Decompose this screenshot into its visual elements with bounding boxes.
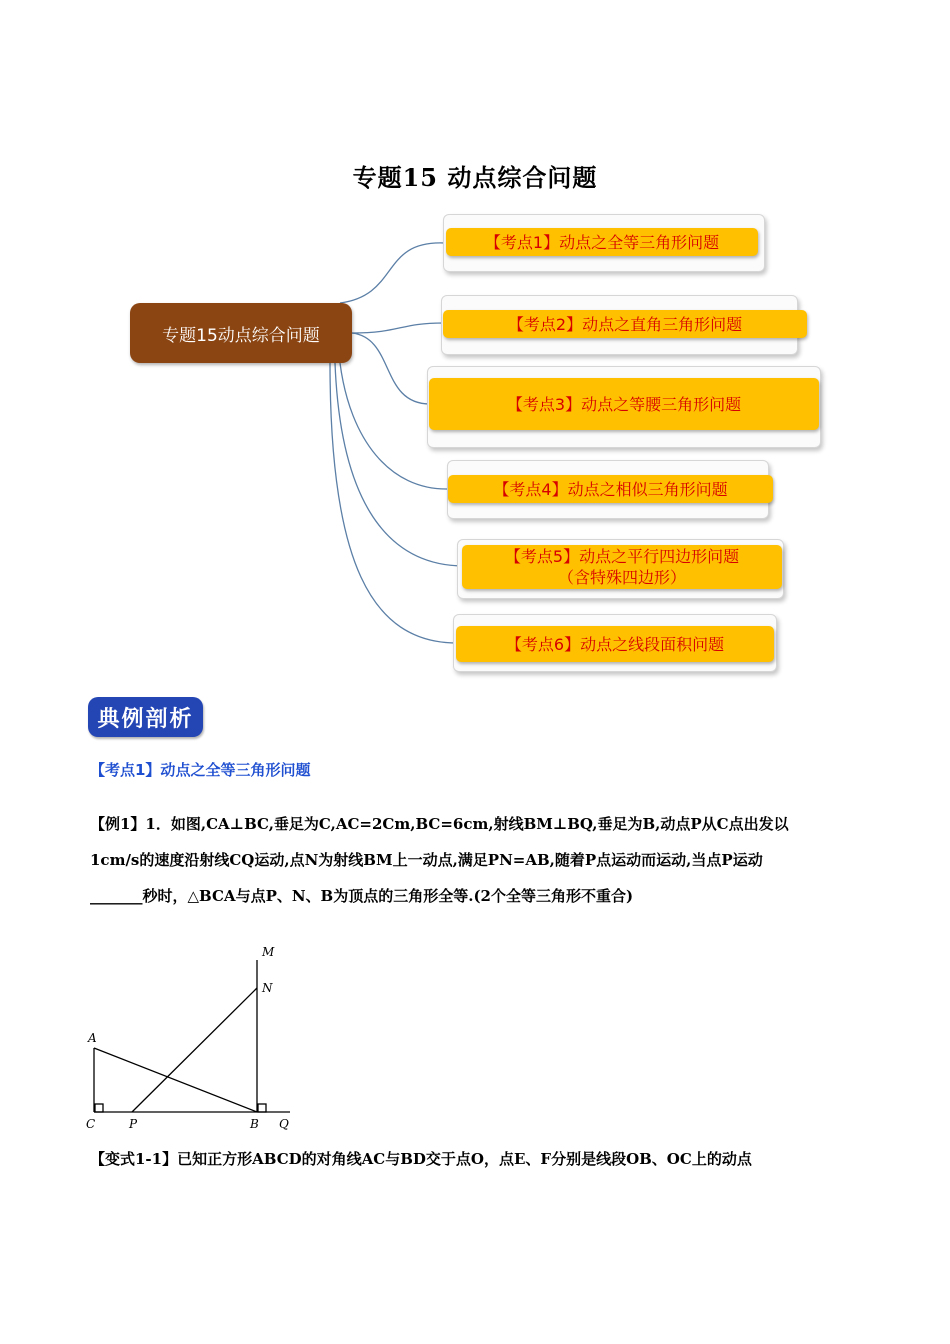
page-title: 专题15 动点综合问题 <box>352 163 598 192</box>
segment-ab <box>94 1048 257 1112</box>
example-1 <box>90 806 850 914</box>
variant-1-1-text: 已知正方形ABCD的对角线AC与BD交于点O，点E、F分别是线段OB、OC上的动点 <box>177 1150 752 1168</box>
label-a: A <box>88 1031 97 1045</box>
example-1-line-1: 【例1】1．如图,CA⊥BC,垂足为C,AC=2Cm,BC=6cm,射线BM⊥BQ,垂足为B,动点P从C点出发以 <box>90 815 789 833</box>
mindmap-node-5-line2: （含特殊四边形） <box>557 568 686 587</box>
mindmap-node-6: 【考点6】动点之线段面积问题 <box>456 626 774 662</box>
mindmap-node-5 <box>462 545 782 589</box>
mindmap-node-2: 【考点2】动点之直角三角形问题 <box>443 310 807 338</box>
example-banner: 典例剖析 <box>88 697 203 737</box>
label-n: N <box>262 981 273 995</box>
label-p: P <box>129 1117 138 1131</box>
mindmap-node-5-line1: 【考点5】动点之平行四边形问题 <box>504 547 740 566</box>
geometry-figure <box>80 940 310 1135</box>
right-angle-b <box>258 1104 266 1112</box>
mindmap-root: 专题15动点综合问题 <box>130 303 352 363</box>
example-1-line-2: 1cm/s的速度沿射线CQ运动,点N为射线BM上一动点,满足PN=AB,随着P点运动而运动,当点P运动 <box>90 851 763 869</box>
variant-1-1-tag: 【变式1-1】 <box>90 1150 178 1168</box>
variant-1-1 <box>90 1148 870 1169</box>
mindmap-node-1: 【考点1】动点之全等三角形问题 <box>446 228 758 256</box>
section-heading: 【考点1】动点之全等三角形问题 <box>90 761 311 779</box>
label-q: Q <box>279 1117 289 1131</box>
label-c: C <box>86 1117 96 1131</box>
right-angle-c <box>95 1104 103 1112</box>
segment-pn <box>132 988 257 1112</box>
label-b: B <box>250 1117 259 1131</box>
mindmap-node-4: 【考点4】动点之相似三角形问题 <box>448 475 773 503</box>
mindmap-node-3: 【考点3】动点之等腰三角形问题 <box>429 378 819 430</box>
example-1-line-3: _______秒时，△BCA与点P、N、B为顶点的三角形全等.(2个全等三角形不重合) <box>90 887 634 905</box>
label-m: M <box>262 945 275 959</box>
